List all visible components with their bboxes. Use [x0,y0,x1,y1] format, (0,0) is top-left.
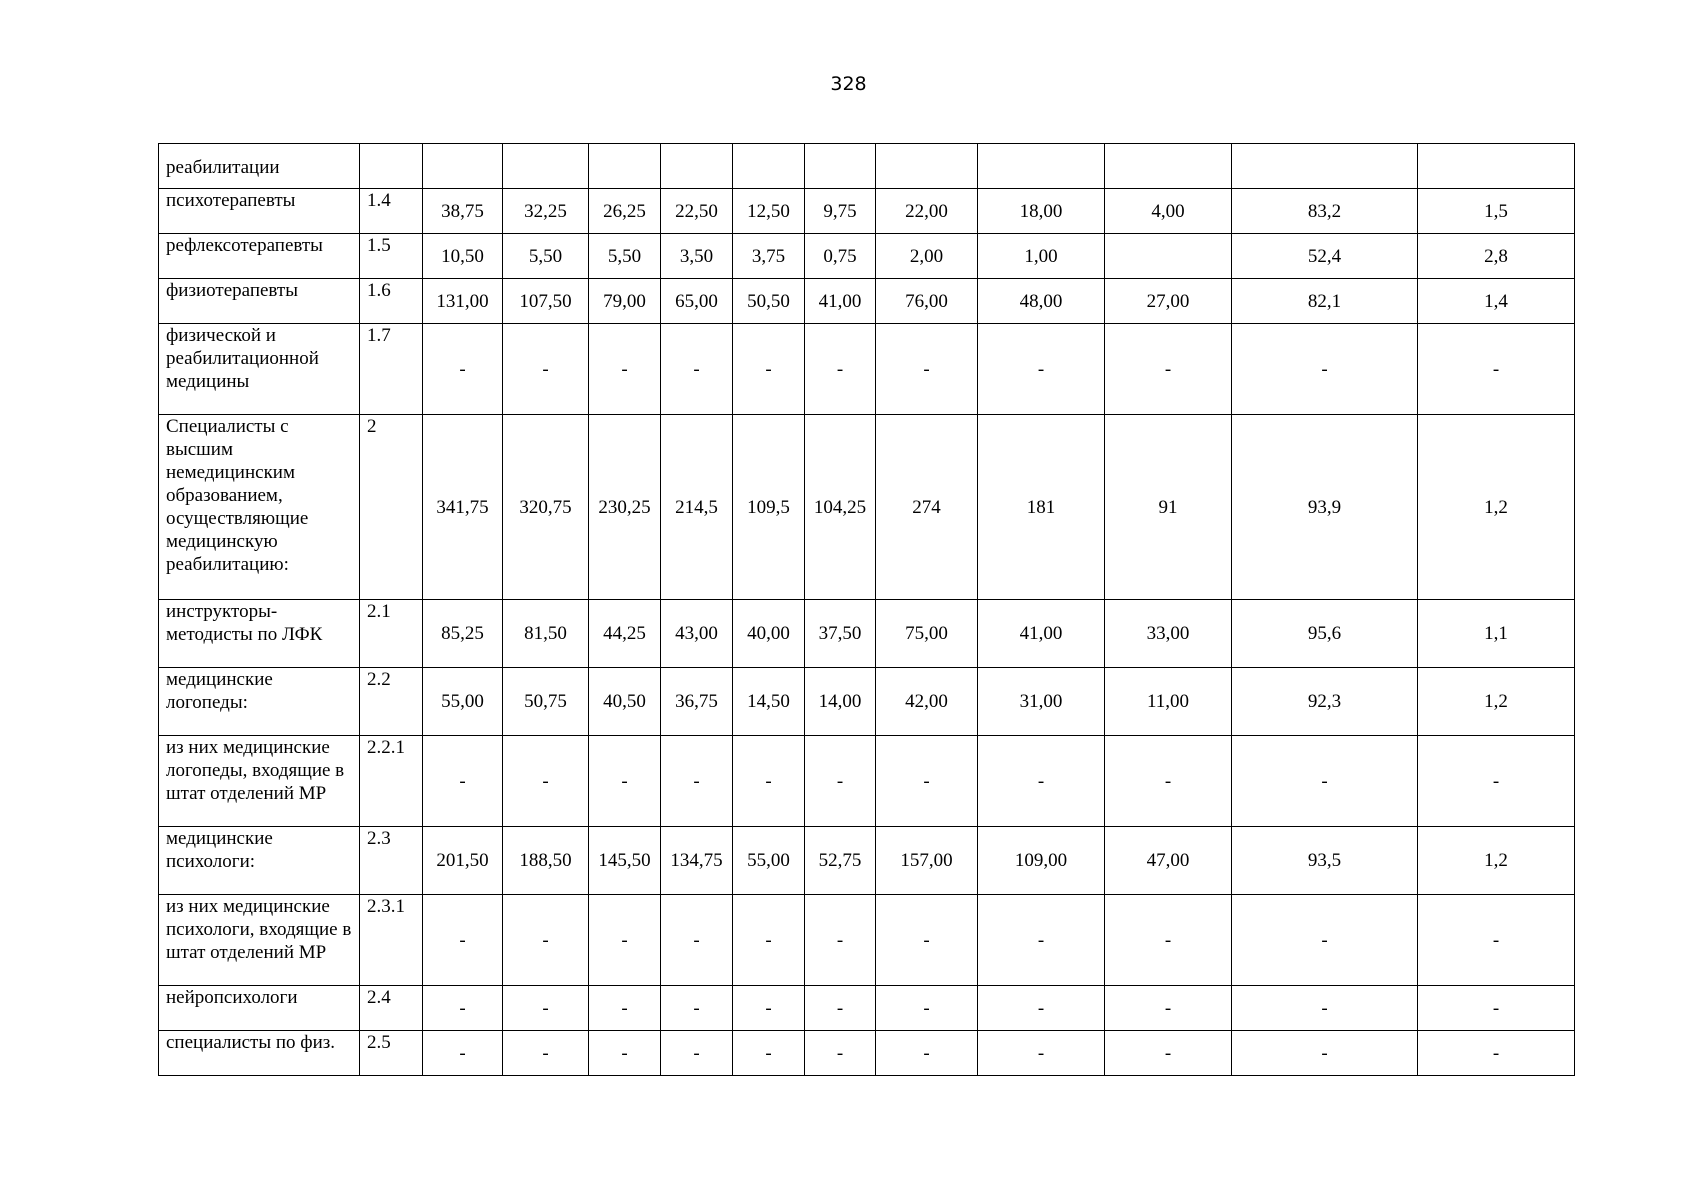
value-cell: 4,00 [1105,189,1232,234]
value-cell: 27,00 [1105,279,1232,324]
value-cell: - [503,324,589,415]
value-cell: 65,00 [661,279,733,324]
value-cell: 230,25 [589,415,661,600]
value-cell: - [876,986,978,1031]
value-cell: - [423,1031,503,1076]
value-cell: 22,00 [876,189,978,234]
value-cell: 50,50 [733,279,805,324]
value-cell: 40,00 [733,600,805,668]
value-cell [1105,144,1232,189]
table-row [159,827,1575,895]
staffing-table [158,143,1575,1076]
value-cell: 93,5 [1232,827,1418,895]
row-name-cell: нейропсихологи [159,986,360,1031]
value-cell: 43,00 [661,600,733,668]
table-row [159,415,1575,600]
value-cell: 214,5 [661,415,733,600]
row-name-cell: реабилитации [159,144,360,189]
value-cell [1105,234,1232,279]
value-cell: - [876,736,978,827]
value-cell: - [876,324,978,415]
value-cell: 5,50 [503,234,589,279]
row-name-cell: из них медицинские логопеды, входящие в штат отделений МР [159,736,360,827]
value-cell [1418,144,1575,189]
value-cell: 42,00 [876,668,978,736]
value-cell: - [661,895,733,986]
value-cell: 52,4 [1232,234,1418,279]
row-code-cell: 1.7 [360,324,423,415]
value-cell: - [589,324,661,415]
value-cell: - [589,736,661,827]
table-row [159,600,1575,668]
value-cell: 5,50 [589,234,661,279]
table-row [159,668,1575,736]
value-cell: 1,1 [1418,600,1575,668]
page-number: 328 [830,73,867,95]
value-cell: - [423,895,503,986]
row-code-cell: 1.4 [360,189,423,234]
value-cell: 1,00 [978,234,1105,279]
value-cell: 3,75 [733,234,805,279]
value-cell: 145,50 [589,827,661,895]
value-cell: 157,00 [876,827,978,895]
value-cell: 181 [978,415,1105,600]
value-cell: 320,75 [503,415,589,600]
value-cell [805,144,876,189]
value-cell [876,144,978,189]
value-cell: - [805,895,876,986]
value-cell: - [805,1031,876,1076]
value-cell: - [978,986,1105,1031]
value-cell: 109,5 [733,415,805,600]
table-body [159,144,1575,1076]
value-cell: - [1105,324,1232,415]
value-cell: 9,75 [805,189,876,234]
value-cell: - [1232,324,1418,415]
value-cell: - [805,986,876,1031]
value-cell: - [503,736,589,827]
value-cell: - [1105,986,1232,1031]
row-name-cell: медицинские психологи: [159,827,360,895]
value-cell: 85,25 [423,600,503,668]
value-cell: - [1418,324,1575,415]
value-cell: 274 [876,415,978,600]
value-cell [661,144,733,189]
value-cell: 11,00 [1105,668,1232,736]
value-cell: 131,00 [423,279,503,324]
value-cell: 47,00 [1105,827,1232,895]
value-cell: 12,50 [733,189,805,234]
value-cell: - [1105,736,1232,827]
value-cell: 1,2 [1418,827,1575,895]
value-cell: 26,25 [589,189,661,234]
value-cell: 2,00 [876,234,978,279]
row-name-cell: рефлексотерапевты [159,234,360,279]
table-row [159,1031,1575,1076]
value-cell: 92,3 [1232,668,1418,736]
value-cell [423,144,503,189]
value-cell: 41,00 [978,600,1105,668]
row-code-cell: 2.4 [360,986,423,1031]
value-cell: - [589,1031,661,1076]
value-cell: - [876,1031,978,1076]
value-cell: 81,50 [503,600,589,668]
value-cell: 95,6 [1232,600,1418,668]
value-cell: 55,00 [733,827,805,895]
value-cell: - [1105,895,1232,986]
value-cell [1232,144,1418,189]
value-cell: 3,50 [661,234,733,279]
row-name-cell: инструкторы-методисты по ЛФК [159,600,360,668]
value-cell: - [978,895,1105,986]
value-cell: - [1418,986,1575,1031]
value-cell: 55,00 [423,668,503,736]
value-cell: - [876,895,978,986]
row-code-cell: 2.5 [360,1031,423,1076]
value-cell: - [661,1031,733,1076]
value-cell: 2,8 [1418,234,1575,279]
value-cell: 201,50 [423,827,503,895]
value-cell: - [503,1031,589,1076]
value-cell: 22,50 [661,189,733,234]
value-cell: 109,00 [978,827,1105,895]
row-code-cell: 2.1 [360,600,423,668]
row-code-cell: 2.2 [360,668,423,736]
value-cell [503,144,589,189]
value-cell: 91 [1105,415,1232,600]
value-cell: - [661,736,733,827]
row-name-cell: Специалисты с высшим немедицинским образованием, осуществляющие медицинскую реабилитацию: [159,415,360,600]
value-cell: 75,00 [876,600,978,668]
value-cell: - [1105,1031,1232,1076]
row-name-cell: медицинские логопеды: [159,668,360,736]
value-cell: 0,75 [805,234,876,279]
value-cell: - [503,986,589,1031]
value-cell: 14,50 [733,668,805,736]
value-cell: - [1232,986,1418,1031]
value-cell: 14,00 [805,668,876,736]
table-row [159,895,1575,986]
value-cell: 50,75 [503,668,589,736]
value-cell [733,144,805,189]
table-row [159,144,1575,189]
value-cell: - [503,895,589,986]
value-cell: - [1232,1031,1418,1076]
value-cell: - [1232,736,1418,827]
value-cell: - [733,736,805,827]
value-cell: 31,00 [978,668,1105,736]
value-cell: 107,50 [503,279,589,324]
value-cell: 79,00 [589,279,661,324]
table-row [159,279,1575,324]
row-name-cell: психотерапевты [159,189,360,234]
value-cell: 33,00 [1105,600,1232,668]
row-code-cell: 2.3.1 [360,895,423,986]
row-code-cell: 1.5 [360,234,423,279]
value-cell: - [733,324,805,415]
value-cell: - [589,986,661,1031]
row-code-cell [360,144,423,189]
value-cell: 44,25 [589,600,661,668]
value-cell: 36,75 [661,668,733,736]
value-cell: 38,75 [423,189,503,234]
value-cell: 32,25 [503,189,589,234]
value-cell: 82,1 [1232,279,1418,324]
row-code-cell: 2 [360,415,423,600]
value-cell: 10,50 [423,234,503,279]
value-cell: - [1232,895,1418,986]
table-row [159,234,1575,279]
value-cell: 37,50 [805,600,876,668]
table-row [159,324,1575,415]
value-cell: 1,2 [1418,668,1575,736]
value-cell: 1,5 [1418,189,1575,234]
value-cell: - [733,895,805,986]
value-cell: - [589,895,661,986]
value-cell: - [978,736,1105,827]
value-cell: - [1418,895,1575,986]
row-name-cell: физиотерапевты [159,279,360,324]
value-cell: 83,2 [1232,189,1418,234]
value-cell: 1,4 [1418,279,1575,324]
row-name-cell: из них медицинские психологи, входящие в штат отделений МР [159,895,360,986]
value-cell: - [1418,736,1575,827]
value-cell [978,144,1105,189]
value-cell: 341,75 [423,415,503,600]
value-cell: - [423,736,503,827]
row-name-cell: физической и реабилитационной медицины [159,324,360,415]
value-cell: 40,50 [589,668,661,736]
value-cell: 1,2 [1418,415,1575,600]
table-row [159,986,1575,1031]
value-cell: - [1418,1031,1575,1076]
row-code-cell: 1.6 [360,279,423,324]
value-cell: - [978,1031,1105,1076]
value-cell: - [978,324,1105,415]
value-cell: - [661,324,733,415]
value-cell: 188,50 [503,827,589,895]
value-cell: 134,75 [661,827,733,895]
value-cell: 76,00 [876,279,978,324]
value-cell: 93,9 [1232,415,1418,600]
value-cell: - [805,736,876,827]
value-cell: 104,25 [805,415,876,600]
value-cell: - [661,986,733,1031]
row-code-cell: 2.2.1 [360,736,423,827]
value-cell: - [423,324,503,415]
row-name-cell: специалисты по физ. [159,1031,360,1076]
table-row [159,189,1575,234]
value-cell [589,144,661,189]
value-cell: - [733,986,805,1031]
value-cell: 48,00 [978,279,1105,324]
value-cell: 41,00 [805,279,876,324]
value-cell: - [805,324,876,415]
table-row [159,736,1575,827]
row-code-cell: 2.3 [360,827,423,895]
value-cell: - [423,986,503,1031]
value-cell: 52,75 [805,827,876,895]
value-cell: - [733,1031,805,1076]
value-cell: 18,00 [978,189,1105,234]
